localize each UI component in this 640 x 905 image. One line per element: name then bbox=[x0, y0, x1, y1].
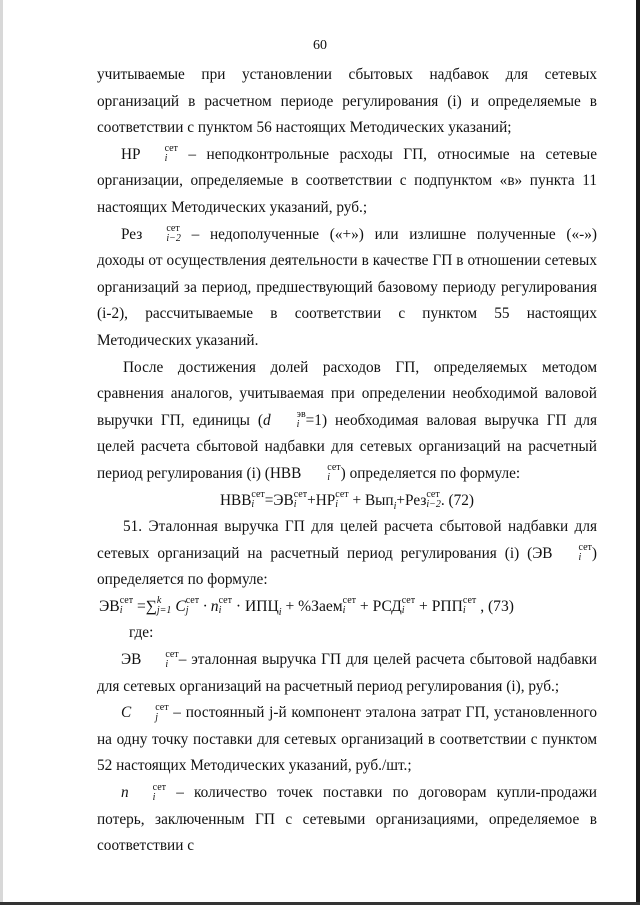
paragraph-c-definition: C сет j – постоянный j-й компонент эталона затрат ГП, установленного на одну точку поставки для сетевых организаций в соответствии с пунктом 52 настоящих Методических указаний, руб./шт.; bbox=[97, 701, 597, 775]
page-number: 60 bbox=[313, 38, 327, 53]
symbol-np: НР сет i bbox=[121, 143, 178, 165]
paragraph-rez-definition: Рез сет i−2 – недополученные («+») или излишне полученные («-») доходы от осуществления деятельности в качестве ГП в отношении сетевых организаций за период, предшествующий базовому периоду регулирования (i-2), рассчитываемые в соответствии с пунктом 55 настоящих Методических указаний. bbox=[97, 223, 597, 349]
formula-72: НВВ сет i =ЭВ сет i +НР сет i + Вып$_i$+Рез сет i−2 . (72) bbox=[219, 488, 475, 512]
formula-73: ЭВ сет i =∑ k j=1 C сет j · n сет i · $ИПЦ_i$ + %Заем сет i + РСД сет i + РПП сет i , (73) bbox=[99, 595, 514, 618]
symbol-rez: Рез сет i−2 bbox=[121, 223, 181, 245]
paragraph-np-definition: НР сет i – неподконтрольные расходы ГП, относимые на сетевые организации, определяемые в соответствии с подпунктом «в» пункта 11 настоящих Методических указаний, руб.; bbox=[97, 143, 597, 216]
symbol-d: d эв i bbox=[263, 409, 306, 431]
paragraph-nvv-intro: После достижения долей расходов ГП, определяемых методом сравнения аналогов, учитываемая при определении необходимой валовой выручки ГП, единицы (d эв i =1) необходимая валовая выручка ГП для целей расчета сбытовой надбавки для сетевых организаций на расчетный период регулирования (i) (НВВ сет i ) определяется по формуле: bbox=[97, 358, 597, 484]
symbol-ev: ЭВ сет i bbox=[121, 648, 179, 670]
paragraph-continuation: учитываемые при установлении сбытовых надбавок для сетевых организаций в расчетном периоде регулирования (i) и определяемые в соответствии с пунктом 56 настоящих Методических указаний; bbox=[97, 66, 597, 137]
scan-edge-left bbox=[0, 0, 3, 905]
document-body bbox=[97, 62, 597, 860]
where-label: где: bbox=[129, 624, 154, 642]
paragraph-n-definition: n сет i – количество точек поставки по договорам купли-продажи потерь, заключенным ГП с сетевыми организациями, определяемое в соответствии с bbox=[97, 781, 597, 855]
symbol-n: n сет i bbox=[121, 781, 167, 803]
symbol-c: C сет j bbox=[121, 701, 169, 723]
paragraph-51: 51. Эталонная выручка ГП для целей расчета сбытовой надбавки для сетевых организаций на расчетный период регулирования (i) (ЭВ сет i ) определяется по формуле: bbox=[97, 518, 597, 589]
paragraph-ev-definition: ЭВ сет i – эталонная выручка ГП для целей расчета сбытовой надбавки для сетевых организаций на расчетный период регулирования (i), руб.; bbox=[97, 648, 597, 695]
scan-edge-right bbox=[636, 0, 640, 905]
